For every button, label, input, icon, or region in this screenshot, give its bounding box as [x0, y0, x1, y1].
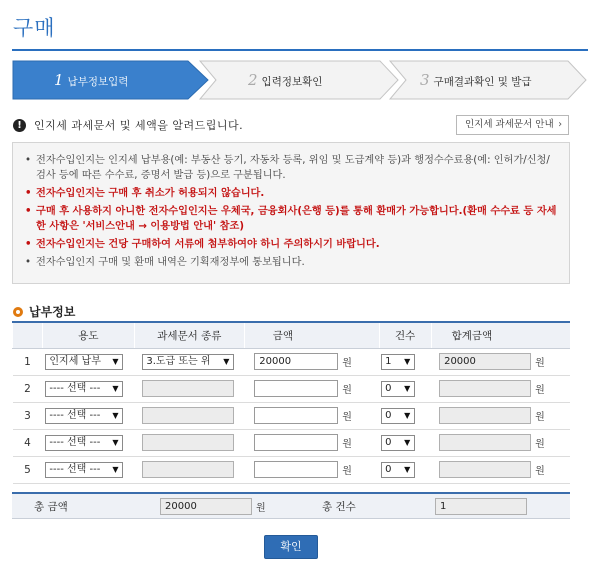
- unit-label: 원: [535, 439, 545, 450]
- header-amount: 금액: [244, 322, 379, 348]
- notice-header: [13, 117, 243, 133]
- stamp-tax-guide-button[interactable]: [456, 115, 569, 135]
- doc-type-field: [142, 380, 234, 397]
- unit-label: 원: [256, 502, 266, 514]
- step-3: 3 구매결과확인 및 발급: [420, 71, 532, 89]
- row-total-field: [439, 407, 531, 424]
- row-total-field: 20000: [439, 353, 531, 370]
- purpose-select[interactable]: [45, 435, 123, 451]
- guide-button-label: 인지세 과세문서 안내: [465, 119, 554, 130]
- section-title: 납부정보: [29, 305, 76, 319]
- unit-label: 원: [342, 439, 352, 450]
- step-2: 2 입력정보확인: [248, 71, 323, 89]
- purpose-select-value: ---- 선택 ---: [49, 436, 101, 448]
- doc-type-field: [142, 407, 234, 424]
- table-row: [13, 375, 571, 402]
- title-divider: [12, 49, 588, 51]
- unit-label: 원: [342, 412, 352, 423]
- chevron-down-icon: ▼: [400, 436, 414, 450]
- row-number: 3: [13, 402, 43, 429]
- count-select[interactable]: [381, 435, 415, 451]
- row-number: 2: [13, 375, 43, 402]
- chevron-down-icon: ▼: [400, 355, 414, 369]
- doc-type-field: [142, 461, 234, 478]
- total-count-field: 1: [435, 498, 527, 515]
- chevron-down-icon: ▼: [108, 409, 122, 423]
- totals-bar: [12, 492, 570, 519]
- table-row: [13, 348, 571, 375]
- header-doc-type: 과세문서 종류: [134, 322, 244, 348]
- row-total-field: [439, 434, 531, 451]
- row-total-field: [439, 380, 531, 397]
- header-purpose: 용도: [42, 322, 134, 348]
- chevron-down-icon: ▼: [400, 382, 414, 396]
- row-number: 1: [13, 348, 43, 375]
- purpose-select-value: ---- 선택 ---: [49, 409, 101, 421]
- count-select[interactable]: [381, 381, 415, 397]
- unit-label: 원: [535, 358, 545, 369]
- count-select-value: 1: [385, 355, 392, 367]
- count-select-value: 0: [385, 436, 392, 448]
- step-1-label: 납부정보입력: [67, 76, 129, 88]
- exclamation-icon: !: [13, 119, 26, 132]
- notice-box: [12, 142, 570, 284]
- doc-type-select[interactable]: [142, 354, 234, 370]
- purpose-select[interactable]: [45, 462, 123, 478]
- row-number: 4: [13, 429, 43, 456]
- chevron-right-icon: ›: [558, 119, 562, 130]
- payment-info-header: [13, 303, 75, 320]
- unit-label: 원: [342, 385, 352, 396]
- count-select-value: 0: [385, 409, 392, 421]
- chevron-down-icon: ▼: [108, 463, 122, 477]
- amount-input[interactable]: [254, 434, 338, 451]
- notice-title: 인지세 과세문서 및 세액을 알려드립니다.: [34, 119, 244, 132]
- notice-item-warning: • 구매 후 사용하지 아니한 전자수입인지는 우체국, 금융회사(은행 등)를 통해 환매가 가능합니다.(환매 수수료 등 자세한 사항은 '서비스안내 → 이용방법 안내' 참조): [25, 204, 557, 234]
- row-number: 5: [13, 456, 43, 483]
- amount-input[interactable]: [254, 461, 338, 478]
- count-select-value: 0: [385, 463, 392, 475]
- unit-label: 원: [535, 466, 545, 477]
- header-total: 합계금액: [431, 322, 570, 348]
- doc-type-field: [142, 434, 234, 451]
- page-title: 구매: [13, 16, 56, 40]
- chevron-down-icon: ▼: [400, 463, 414, 477]
- count-select[interactable]: [381, 408, 415, 424]
- purpose-select-value: ---- 선택 ---: [49, 382, 101, 394]
- notice-item-warning: • 전자수입인지는 건당 구매하여 서류에 첨부하여야 하니 주의하시기 바랍니다.: [25, 237, 557, 252]
- total-count-label: 총 건수: [280, 493, 435, 519]
- notice-item: • 전자수입인지 구매 및 환매 내역은 기획재정부에 통보됩니다.: [25, 255, 557, 270]
- doc-type-select-value: 3.도급 또는 위: [146, 355, 211, 367]
- unit-label: 원: [535, 385, 545, 396]
- chevron-down-icon: ▼: [108, 382, 122, 396]
- circle-bullet-icon: [13, 307, 23, 317]
- count-select[interactable]: [381, 462, 415, 478]
- notice-item: • 전자수입인지는 인지세 납부용(예: 부동산 등기, 자동차 등록, 위임 및 도급계약 등)과 행정수수료용(예: 인허가/신청/검사 등에 따른 수수료, 증명서 발급 등)으로 구분됩니다.: [25, 153, 557, 183]
- unit-label: 원: [342, 466, 352, 477]
- step-1: 1 납부정보입력: [54, 71, 129, 89]
- chevron-down-icon: ▼: [108, 436, 122, 450]
- purpose-select[interactable]: [45, 408, 123, 424]
- unit-label: 원: [535, 412, 545, 423]
- header-count: 건수: [379, 322, 431, 348]
- step-2-label: 입력정보확인: [261, 76, 323, 88]
- table-row: [13, 456, 571, 483]
- payment-table: [12, 321, 570, 484]
- notice-item-warning: • 전자수입인지는 구매 후 취소가 허용되지 않습니다.: [25, 186, 557, 201]
- amount-input[interactable]: 20000: [254, 353, 338, 370]
- table-row: [13, 402, 571, 429]
- count-select[interactable]: [381, 354, 415, 370]
- count-select-value: 0: [385, 382, 392, 394]
- row-total-field: [439, 461, 531, 478]
- header-num: [13, 322, 43, 348]
- table-header-row: [13, 322, 571, 348]
- total-amount-label: 총 금액: [12, 493, 160, 519]
- step-3-label: 구매결과확인 및 발급: [433, 76, 532, 88]
- purpose-select[interactable]: [45, 354, 123, 370]
- purpose-select[interactable]: [45, 381, 123, 397]
- chevron-down-icon: ▼: [400, 409, 414, 423]
- confirm-button[interactable]: 확인: [264, 535, 318, 559]
- total-amount-field: 20000: [160, 498, 252, 515]
- chevron-down-icon: ▼: [219, 355, 233, 369]
- table-row: [13, 429, 571, 456]
- purpose-select-value: ---- 선택 ---: [49, 463, 101, 475]
- unit-label: 원: [342, 358, 352, 369]
- amount-input[interactable]: [254, 407, 338, 424]
- purpose-select-value: 인지세 납부: [49, 355, 101, 367]
- progress-stepper: [12, 60, 588, 100]
- amount-input[interactable]: [254, 380, 338, 397]
- chevron-down-icon: ▼: [108, 355, 122, 369]
